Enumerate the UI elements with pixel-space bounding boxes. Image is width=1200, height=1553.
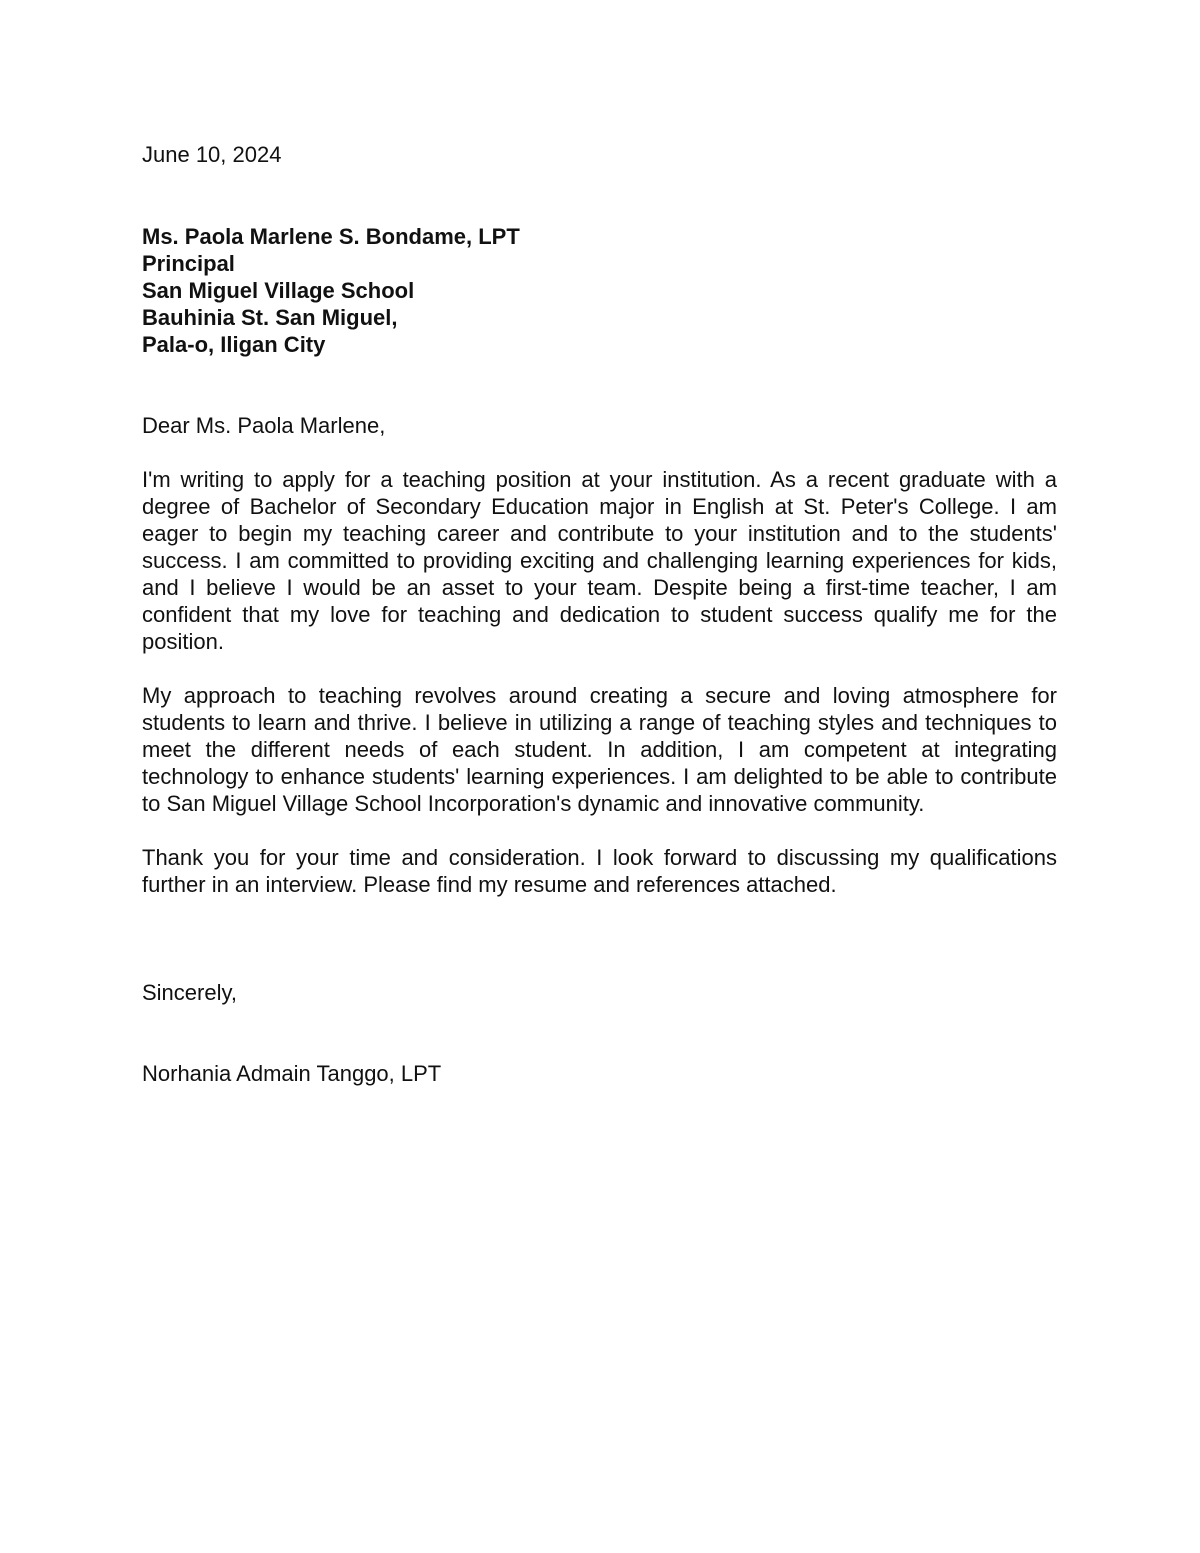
body-paragraph-3: Thank you for your time and consideration. I look forward to discussing my qualifications further in an interview. Please find my resume and references attached.: [142, 845, 1057, 897]
cover-letter: [142, 141, 1057, 1087]
signature-name: Norhania Admain Tanggo, LPT: [142, 1061, 442, 1086]
salutation: Dear Ms. Paola Marlene,: [142, 413, 386, 438]
closing: Sincerely,: [142, 980, 237, 1005]
recipient-school: San Miguel Village School: [142, 278, 415, 303]
recipient-address-line-1: Bauhinia St. San Miguel,: [142, 305, 398, 330]
body-paragraph-2: My approach to teaching revolves around creating a secure and loving atmosphere for students to learn and thrive. I believe in utilizing a range of teaching styles and techniques to meet the different needs of each student. In addition, I am competent at integrating technology to enhance students' learning experiences. I am delighted to be able to contribute to San Miguel Village School Incorporation's dynamic and innovative community.: [142, 683, 1057, 816]
recipient-name: Ms. Paola Marlene S. Bondame, LPT: [142, 224, 520, 249]
recipient-block: [142, 223, 1057, 358]
recipient-title: Principal: [142, 251, 235, 276]
recipient-address-line-2: Pala-o, Iligan City: [142, 332, 326, 357]
letter-date: June 10, 2024: [142, 142, 282, 167]
body-paragraph-1: I'm writing to apply for a teaching position at your institution. As a recent graduate with a degree of Bachelor of Secondary Education major in English at St. Peter's College. I am eager to begin my teaching career and contribute to your institution and to the students' success. I am committed to providing exciting and challenging learning experiences for kids, and I believe I would be an asset to your team. Despite being a first-time teacher, I am confident that my love for teaching and dedication to student success qualify me for the position.: [142, 467, 1057, 654]
